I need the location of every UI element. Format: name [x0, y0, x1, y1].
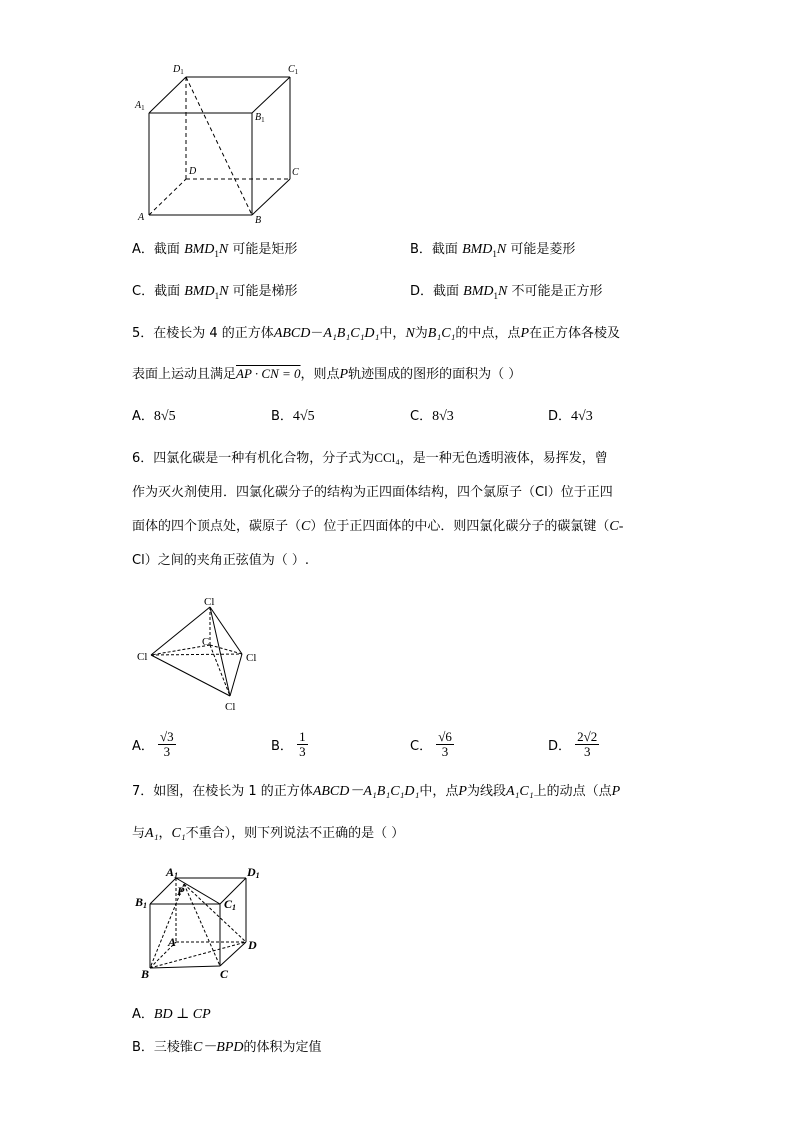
fig2-label-a: A	[168, 935, 177, 949]
q4-option-a: A．截面 $BMD_1N$ 可能是矩形	[132, 242, 298, 259]
q7-line-2: 与A₁，C₁不重合），则下列说法不正确的是（ ）	[132, 826, 405, 841]
atom-cl-top: Cl	[204, 596, 215, 608]
q7-line-1: 7．如图，在棱长为 1 的正方体ABCD－A₁B₁C₁D₁中，点P为线段A₁C₁上的动点（点P	[132, 784, 621, 799]
q4-option-c: C．截面 $BMD_1N$ 可能是梯形	[132, 284, 298, 301]
fig2-label-d: D	[248, 938, 257, 952]
label-d1: $D_1$	[173, 64, 184, 76]
q5-option-d: D．4√3	[548, 409, 593, 424]
tetrahedron-figure	[132, 592, 272, 717]
label-b: B	[255, 215, 262, 226]
fig2-label-a1: A1	[166, 865, 179, 880]
q5-line-2: 表面上运动且满足AP · CN = 0，则点P轨迹围成的图形的面积为（ ）	[132, 366, 522, 382]
q6-line-1: 6．四氯化碳是一种有机化合物，分子式为CCl₄，是一种无色透明液体，易挥发，曾	[132, 450, 608, 466]
fig2-label-p: P	[177, 884, 185, 898]
fig2-label-c1: C1	[224, 897, 237, 912]
fig2-label-d1: D1	[247, 865, 260, 880]
q6-line-3: 面体的四个顶点处，碳原子（C）位于正四面体的中心．则四氯化碳分子的碳氯键（C-	[132, 519, 624, 534]
label-a: A	[138, 212, 145, 223]
cube-figure-2	[132, 862, 272, 987]
q5-option-b: B．4√5	[271, 409, 315, 424]
q5-option-c: C．8√3	[410, 409, 454, 424]
q6-option-b: B． $\frac{1}{3}$	[271, 729, 306, 759]
fig2-label-b: B	[141, 967, 150, 981]
q6-option-c: C． $\frac{√6}{3}$	[410, 729, 452, 759]
q6-option-a: A． $\frac{√3}{3}$	[132, 729, 174, 759]
fig2-label-b1: B1	[135, 895, 148, 910]
label-a1: $A_1$	[135, 100, 145, 112]
label-c1: $C_1$	[288, 64, 299, 76]
atom-c-center: C	[202, 636, 210, 648]
label-c: C	[292, 167, 299, 178]
q7-option-a: A．BD ⊥ CP	[132, 1007, 211, 1022]
q6-line-4: Cl）之间的夹角正弦值为（ ）.	[132, 553, 309, 568]
q5-line-1: 5．在棱长为 4 的正方体ABCD－A₁B₁C₁D₁中，N为B₁C₁的中点，点P在正方体各棱及	[132, 326, 621, 341]
q6-line-2: 作为灭火剂使用．四氯化碳分子的结构为正四面体结构，四个氯原子（Cl）位于正四	[132, 485, 613, 500]
atom-cl-left: Cl	[137, 651, 148, 663]
q4-option-d: D．截面 $BMD_1N$ 不可能是正方形	[410, 284, 603, 301]
q5-option-a: A．8√5	[132, 409, 176, 424]
q6-option-d: D． $\frac{2√2}{3}$	[548, 729, 598, 759]
atom-cl-right: Cl	[246, 652, 257, 664]
q7-option-b: B．三棱锥C－BPD的体积为定值	[132, 1040, 322, 1055]
q4-option-b: B．截面 $BMD_1N$ 可能是菱形	[410, 242, 576, 259]
label-b1: $B_1$	[255, 112, 265, 124]
cube-figure-1	[130, 55, 310, 230]
fig2-label-c: C	[220, 967, 229, 981]
label-d: D	[189, 166, 197, 177]
atom-cl-bottom: Cl	[225, 701, 236, 713]
